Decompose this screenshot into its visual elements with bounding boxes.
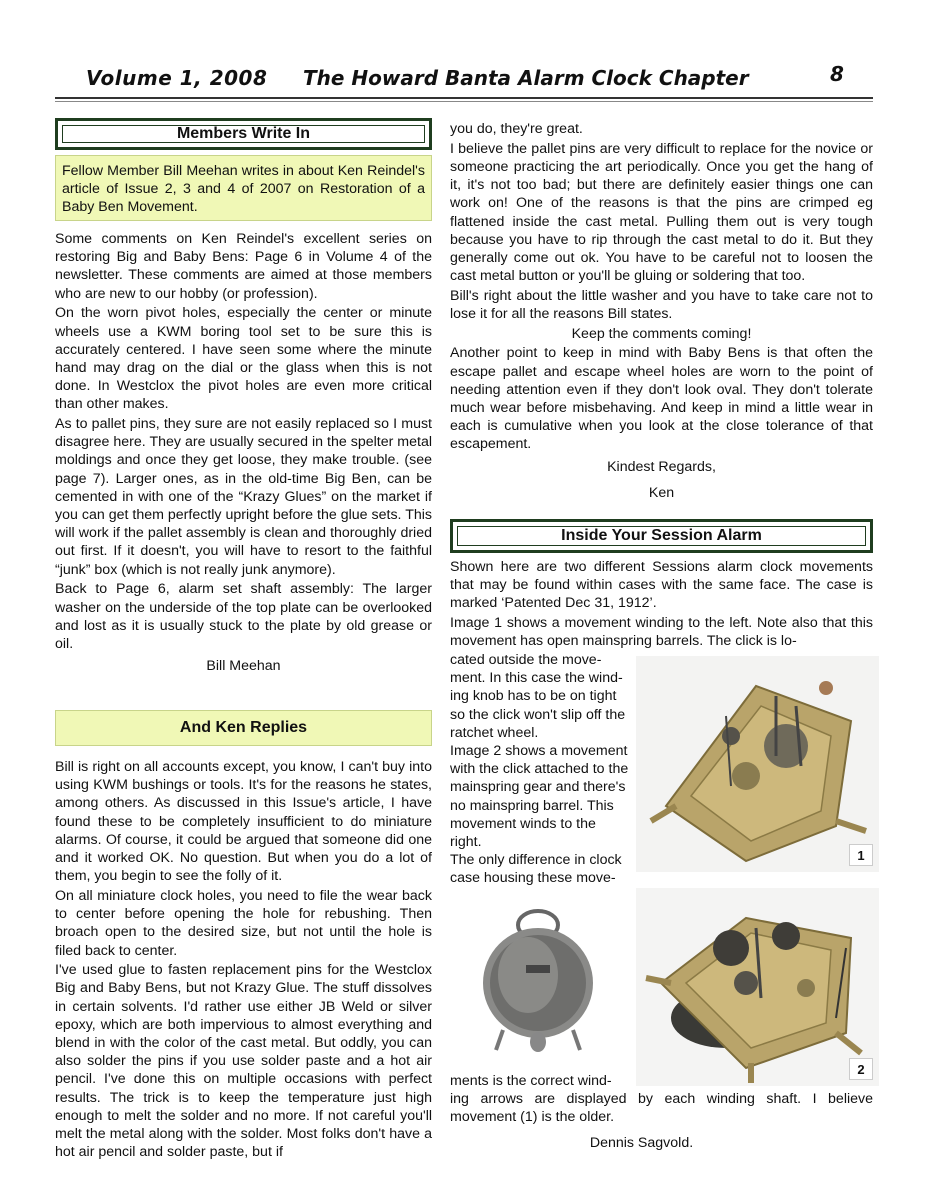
- wrap-line: case housing these move-: [450, 870, 616, 887]
- movement-1-illustration: [636, 656, 879, 872]
- reply-paragraph: I believe the pallet pins are very difficult to replace for the novice or someone practicing the art periodically. Once you get the hang of it, it's not too bad; but there are definitely easier things one can work on! One of the reasons is that the pins are crimped eg flattened inside the cast metal. Pulling them out is very tough because you have to rip through the cast metal to do it. But they generally come out ok. You have to be careful not to loosen the cast metal button or you'll be gluing or soldering that too.: [450, 140, 873, 285]
- alarm-clock-case-illustration: [478, 905, 600, 1055]
- reply-signature: Ken: [648, 484, 675, 501]
- wrap-line: The only difference in clock: [450, 852, 622, 869]
- wrap-line: right.: [450, 834, 482, 851]
- session-alarm-wrap-text: [450, 651, 632, 888]
- members-write-in-heading-box: [55, 118, 432, 150]
- wrap-line: ments is the correct wind-: [450, 1073, 612, 1089]
- article-paragraph: Image 1 shows a movement winding to the left. Note also that this movement has open mainspring barrels. The click is lo-: [450, 615, 873, 650]
- wrap-line: ing knob has to be on tight: [450, 688, 617, 705]
- session-alarm-heading-box: [450, 519, 873, 553]
- ken-replies-heading: And Ken Replies: [179, 719, 308, 736]
- wrap-line: cated outside the move-: [450, 652, 602, 668]
- reply-paragraph: Bill is right on all accounts except, you know, I can't buy into using KWM bushings or tools. It's for the reasons he states, among others. As discussed in this Issue's article, I have found these to be completely insufficient to do miniature alarms. Of course, it could be argued that someone did one and it worked OK. No question. But when you do a lot of them, you begin to see the folly of it.: [55, 759, 432, 885]
- header-rule: [55, 97, 873, 99]
- ken-replies-heading-box: [55, 710, 432, 746]
- session-alarm-heading: Inside Your Session Alarm: [457, 526, 866, 546]
- wrap-line: mainspring gear and there's: [450, 779, 626, 796]
- wrap-line: ratchet wheel.: [450, 724, 539, 741]
- issue-volume: Volume 1, 2008: [86, 66, 268, 90]
- article-signature: Dennis Sagvold.: [589, 1135, 694, 1152]
- article-paragraph: Shown here are two different Sessions alarm clock movements that may be found within cases with the same face. The case is marked ‘Patented Dec 31, 1912’.: [450, 559, 873, 612]
- clock-case-photo: [478, 905, 600, 1055]
- letter-paragraph: As to pallet pins, they sure are not easily replaced so I must disagree here. They are usually secured in the spelter metal moldings and once they get loose, they make trouble. (see page 7). Larger ones, as in the old-time Big Ben, can be cemented in with one of the “Krazy Glues” on the market if you can get them perfectly upright before the glue sets. This will work if the pallet assembly is clean and thoroughly dried out first. If it doesn't, you will have to resort to the faithful “junk” box (which is not really junk anymore).: [55, 416, 432, 578]
- reply-paragraph: I've used glue to fasten replacement pins for the Westclox Big and Baby Bens, but not Krazy Glue. The stuff dissolves in certain solvents. I'd rather use either JB Weld or silver epoxy, which are both impervious to almost everything and blend in with the color of the cast metal. But oddly, you can also solder the pins if you use solder paste and a hot air pencil. I've done this on multiple occasions with perfect results. The trick is to keep the temperature just high enough to melt the solder and no more. If not careful you'll melt the metal along with the solder. Most folks don't have a hot air pencil and solder paste, but if: [55, 962, 432, 1161]
- members-write-in-heading: Members Write In: [62, 125, 425, 143]
- wrap-line: movement winds to the: [450, 815, 596, 832]
- regards-line: Kindest Regards,: [607, 458, 716, 475]
- ken-replies-continued: [450, 120, 873, 504]
- members-intro-text: Fellow Member Bill Meehan writes in about Ken Reindel's article of Issue 2, 3 and 4 of 2007 on Restoration of a Baby Ben Movement.: [62, 163, 425, 216]
- reply-paragraph: you do, they're great.: [450, 121, 583, 137]
- session-alarm-intro: [450, 558, 873, 652]
- letter-paragraph: On the worn pivot holes, especially the center or minute wheels use a KWM boring tool set to be sure this is accurately centered. I have seen some where the minute hand may drag on the dial or the glass when this is not done. In Westclox the pivot holes are even more critical than other makes.: [55, 305, 432, 413]
- image-2-label: 2: [849, 1058, 873, 1080]
- ken-replies-body: [55, 758, 432, 1163]
- newsletter-title: The Howard Banta Alarm Clock Chapter: [303, 66, 749, 90]
- members-letter: [55, 230, 432, 677]
- keep-comments-line: Keep the comments coming!: [571, 325, 752, 342]
- session-alarm-conclusion: [450, 1090, 873, 1154]
- wrap-line: ment. In this case the wind-: [450, 670, 623, 687]
- movement-2-illustration: [636, 888, 879, 1086]
- wrap-line: with the click attached to the: [450, 761, 629, 778]
- header-rule-thin: [55, 101, 873, 102]
- wrap-line: no mainspring barrel. This: [450, 797, 614, 814]
- letter-signature: Bill Meehan: [206, 658, 281, 675]
- reply-paragraph: Bill's right about the little washer and you have to take care not to lose it for all the reasons Bill states.: [450, 287, 873, 323]
- image-1-label: 1: [849, 844, 873, 866]
- letter-paragraph: Back to Page 6, alarm set shaft assembly: The larger washer on the underside of the top plate can be overlooked and lost as it is usually stuck to the plate by old grease or oil.: [55, 581, 432, 652]
- wrap-line: Image 2 shows a movement: [450, 743, 628, 760]
- reply-paragraph: Another point to keep in mind with Baby Bens is that often the escape pallet and escape wheel holes are worn to the point of needing attention even if they don't look oval. They don't tolerate much wear before misbehaving. And keep in mind a little wear in each is cumulative when you look at the close tolerance of that escapement.: [450, 345, 873, 453]
- members-intro-box: [55, 155, 432, 221]
- wrap-line: so the click won't slip off the: [450, 706, 626, 723]
- session-alarm-after-images-line: [450, 1072, 632, 1090]
- movement-photo-1: [636, 656, 879, 872]
- letter-paragraph: Some comments on Ken Reindel's excellent series on restoring Big and Baby Bens: Page 6 in Volume 4 of the newsletter. These comments are aimed at those members who are new to our hobby (or profession).: [55, 231, 432, 302]
- page-number: 8: [830, 62, 844, 86]
- reply-paragraph: On all miniature clock holes, you need to file the wear back to center before opening the hole for rebushing. Then broach open to the desired size, but not until the hole is filed back to center.: [55, 887, 432, 959]
- movement-photo-2: [636, 888, 879, 1086]
- article-paragraph: ing arrows are displayed by each winding shaft. I believe movement (1) is the older.: [450, 1091, 873, 1126]
